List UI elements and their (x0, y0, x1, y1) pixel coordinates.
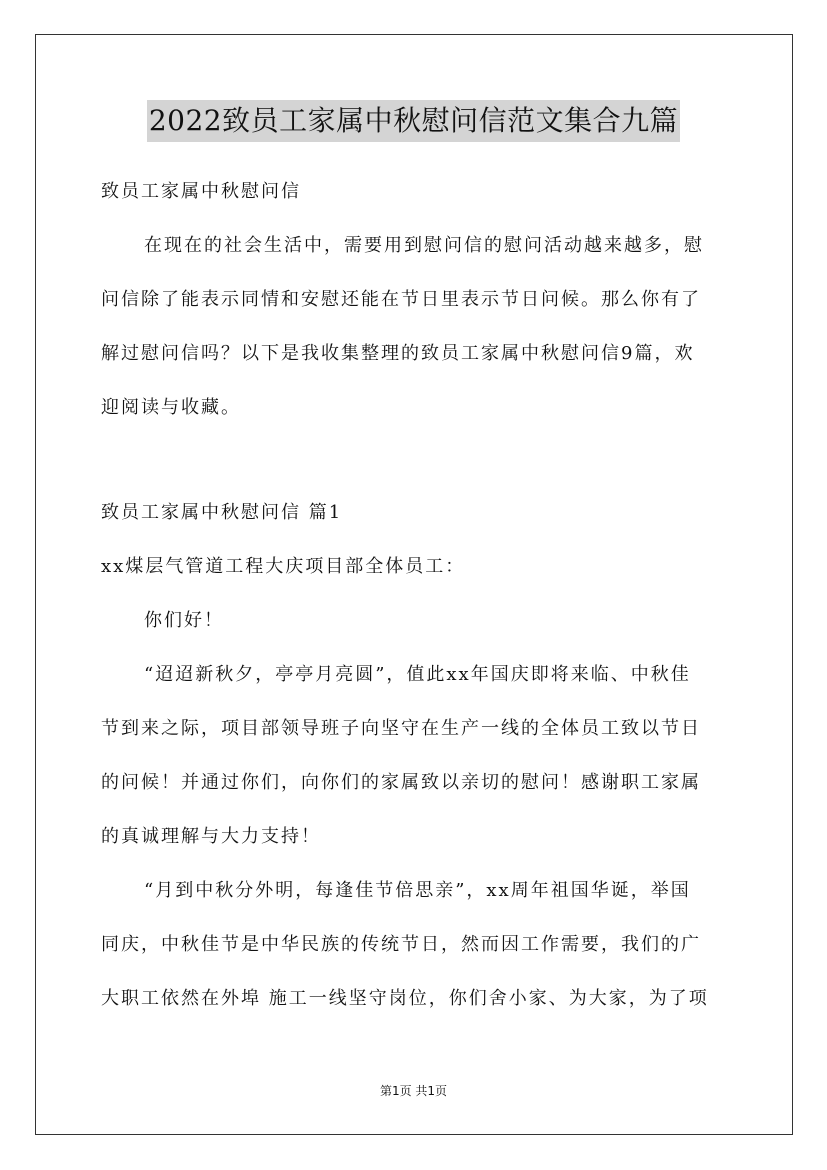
intro-heading: 致员工家属中秋慰问信 (101, 181, 301, 202)
paragraph-line: 的真诚理解与大力支持！ (101, 826, 321, 847)
paragraph-line: 的问候！并通过你们，向你们的家属致以亲切的慰问！感谢职工家属 (101, 772, 701, 793)
intro-line: 解过慰问信吗？以下是我收集整理的致员工家属中秋慰问信9篇，欢 (101, 343, 695, 364)
intro-line: 迎阅读与收藏。 (101, 397, 241, 418)
paragraph-line: “月到中秋分外明，每逢佳节倍思亲”，xx周年祖国华诞，举国 (144, 880, 691, 901)
paragraph-line: 节到来之际，项目部领导班子向坚守在生产一线的全体员工致以节日 (101, 718, 701, 739)
document-body (101, 165, 726, 1026)
spacer (101, 435, 726, 486)
addressee: xx煤层气管道工程大庆项目部全体员工： (101, 556, 466, 577)
intro-line: 在现在的社会生活中，需要用到慰问信的慰问活动越来越多，慰 (144, 235, 704, 256)
paragraph-line: 大职工依然在外埠 施工一线坚守岗位，你们舍小家、为大家，为了项 (101, 988, 709, 1009)
page-footer: 第1页 共1页 (379, 1084, 448, 1098)
paragraph-line: “迢迢新秋夕，亭亭月亮圆”，值此xx年国庆即将来临、中秋佳 (144, 664, 691, 685)
greeting: 你们好！ (144, 610, 224, 631)
intro-line: 问信除了能表示同情和安慰还能在节日里表示节日问候。那么你有了 (101, 289, 701, 310)
document-title: 2022致员工家属中秋慰问信范文集合九篇 (147, 100, 680, 142)
paragraph-line: 同庆，中秋佳节是中华民族的传统节日，然而因工作需要，我们的广 (101, 934, 701, 955)
title-container (0, 100, 827, 142)
section-heading: 致员工家属中秋慰问信 篇1 (101, 502, 343, 523)
